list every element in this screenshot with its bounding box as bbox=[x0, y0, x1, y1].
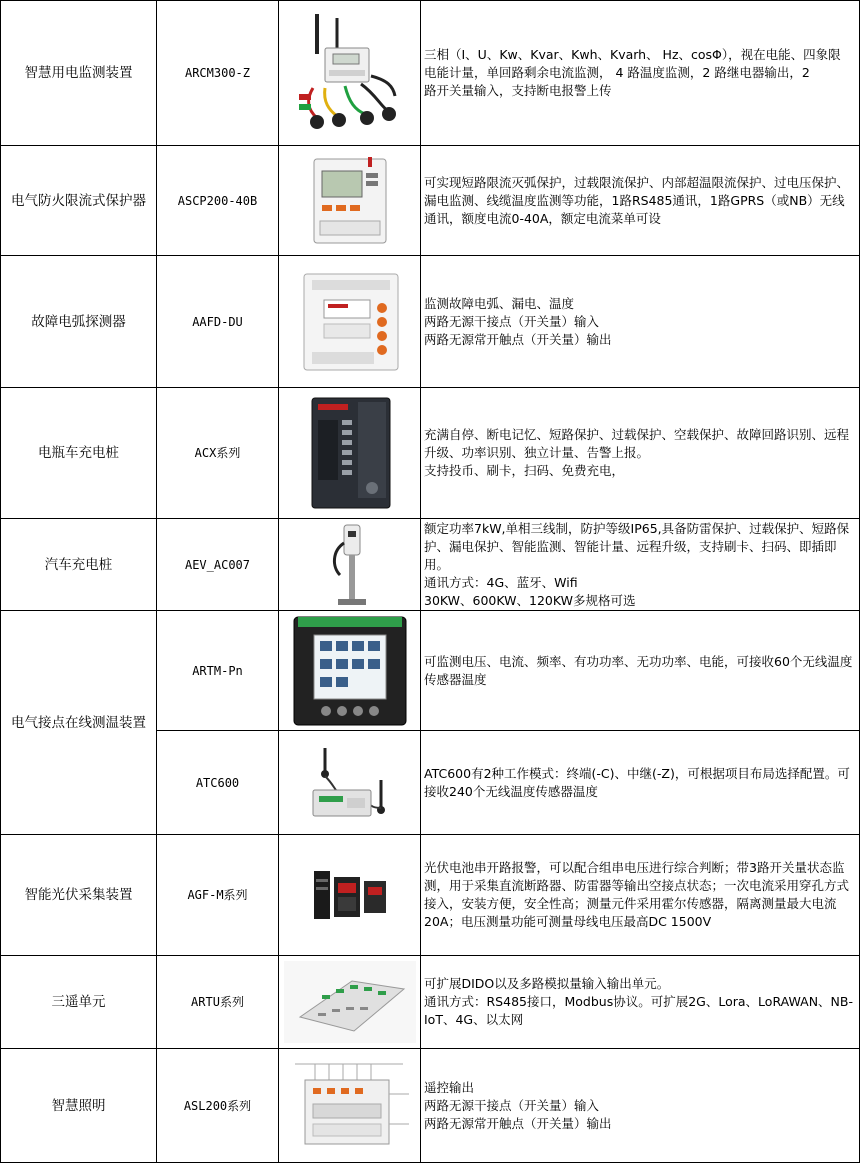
description-line: 三相（I、U、Kw、Kvar、Kwh、Kvarh、 Hz、cosΦ），视在电能、四象限 电能计量，单回路剩余电流监测， 4 路温度监测，2 路继电器输出，2 bbox=[424, 47, 841, 80]
arc-fault-detector-icon bbox=[279, 256, 421, 388]
product-name: 三遥单元 bbox=[1, 956, 157, 1049]
product-model: ATC600 bbox=[157, 731, 279, 835]
description-line: 额定功率7kW,单相三线制，防护等级IP65,具备防雷保护、过载保护、短路保护、漏电保护、智能监测、智能计量、远程升级，支持刷卡、扫码、即插即用。 bbox=[424, 520, 850, 572]
description-line: 两路无源常开触点（开关量）输出 bbox=[424, 331, 612, 347]
product-description bbox=[421, 388, 860, 519]
remote-io-unit-icon bbox=[279, 956, 421, 1049]
lighting-controller-icon bbox=[279, 1049, 421, 1163]
product-description bbox=[421, 611, 860, 731]
product-model: ARCM300-Z bbox=[157, 1, 279, 146]
description-line: 通讯方式：RS485接口，Modbus协议。可扩展2G、Lora、LoRAWAN、NB-IoT、4G、以太网 bbox=[424, 994, 853, 1027]
product-description bbox=[421, 1, 860, 146]
description-line: 可扩展DIDO以及多路模拟量输入输出单元。 bbox=[424, 976, 670, 991]
description-line: 光伏电池串开路报警，可以配合组串电压进行综合判断；带3路开关量状态监测，用于采集直流断路器、防雷器等输出空接点状态；一次电流采用穿孔方式接入，安装方便，安全性高；测量元件采用霍尔传感器，隔离测量最大电流20A；电压测量功能可测量母线电压最高DC 1500V bbox=[424, 860, 850, 929]
product-model: ASCP200-40B bbox=[157, 146, 279, 256]
ev-bike-charger-icon bbox=[279, 388, 421, 519]
description-line: ATC600有2种工作模式：终端(-C)、中继(-Z)，可根据项目布局选择配置。可接收240个无线温度传感器温度 bbox=[424, 765, 850, 799]
product-name: 故障电弧探测器 bbox=[1, 256, 157, 388]
description-line: 可监测电压、电流、频率、有功功率、无功功率、电能，可接收60个无线温度传感器温度 bbox=[424, 653, 853, 687]
product-description bbox=[421, 956, 860, 1049]
wireless-transceiver-icon bbox=[279, 731, 421, 835]
table-row bbox=[1, 519, 860, 611]
description-line: 通讯方式：4G、蓝牙、Wifi bbox=[424, 574, 578, 590]
table-row bbox=[1, 1049, 860, 1163]
product-name: 汽车充电桩 bbox=[1, 519, 157, 611]
description-line: 支持投币、刷卡，扫码、免费充电， bbox=[424, 463, 625, 478]
product-name: 电瓶车充电桩 bbox=[1, 388, 157, 519]
product-model: AEV_AC007 bbox=[157, 519, 279, 611]
product-model: ASL200系列 bbox=[157, 1049, 279, 1163]
description-line: 两路无源常开触点（开关量）输出 bbox=[424, 1115, 612, 1131]
product-name: 电气防火限流式保护器 bbox=[1, 146, 157, 256]
product-model: ARTU系列 bbox=[157, 956, 279, 1049]
table-row bbox=[1, 388, 860, 519]
product-model: AAFD-DU bbox=[157, 256, 279, 388]
pv-collector-icon bbox=[279, 835, 421, 956]
table-row bbox=[1, 1, 860, 146]
table-row bbox=[1, 956, 860, 1049]
description-line: 路开关量输入，支持断电报警上传 bbox=[424, 83, 612, 98]
temperature-monitor-panel-icon bbox=[279, 611, 421, 731]
table-row bbox=[1, 835, 860, 956]
table-row bbox=[1, 256, 860, 388]
product-description bbox=[421, 1049, 860, 1163]
product-description bbox=[421, 256, 860, 388]
product-description bbox=[421, 519, 860, 611]
product-description bbox=[421, 146, 860, 256]
description-line: 遥控输出 bbox=[424, 1079, 475, 1095]
description-line: 30KW、600KW、120KW多规格可选 bbox=[424, 592, 636, 608]
product-name: 电气接点在线测温装置 bbox=[1, 611, 157, 835]
meter-with-antenna-and-sensors-icon bbox=[279, 1, 421, 146]
product-name: 智能光伏采集装置 bbox=[1, 835, 157, 956]
product-name: 智慧用电监测装置 bbox=[1, 1, 157, 146]
description-line: 可实现短路限流灭弧保护，过载限流保护、内部超温限流保护、过电压保护、漏电监测、线缆温度监测等功能，1路RS485通讯，1路GPRS（或NB）无线通讯，额度电流0-40A，额定电流菜单可设 bbox=[424, 174, 850, 226]
description-line: 两路无源干接点（开关量）输入 bbox=[424, 313, 600, 329]
table-row bbox=[1, 146, 860, 256]
description-line: 监测故障电弧、漏电、温度 bbox=[424, 295, 575, 311]
product-description bbox=[421, 835, 860, 956]
description-line: 两路无源干接点（开关量）输入 bbox=[424, 1097, 600, 1113]
car-charger-post-icon bbox=[279, 519, 421, 611]
description-line: 充满自停、断电记忆、短路保护、过载保护、空载保护、故障回路识别、远程升级、功率识别、独立计量、告警上报。 bbox=[424, 427, 850, 460]
product-name: 智慧照明 bbox=[1, 1049, 157, 1163]
product-description bbox=[421, 731, 860, 835]
product-model: ARTM-Pn bbox=[157, 611, 279, 731]
product-model: AGF-M系列 bbox=[157, 835, 279, 956]
table-row bbox=[1, 611, 860, 731]
din-rail-protector-icon bbox=[279, 146, 421, 256]
product-model: ACX系列 bbox=[157, 388, 279, 519]
